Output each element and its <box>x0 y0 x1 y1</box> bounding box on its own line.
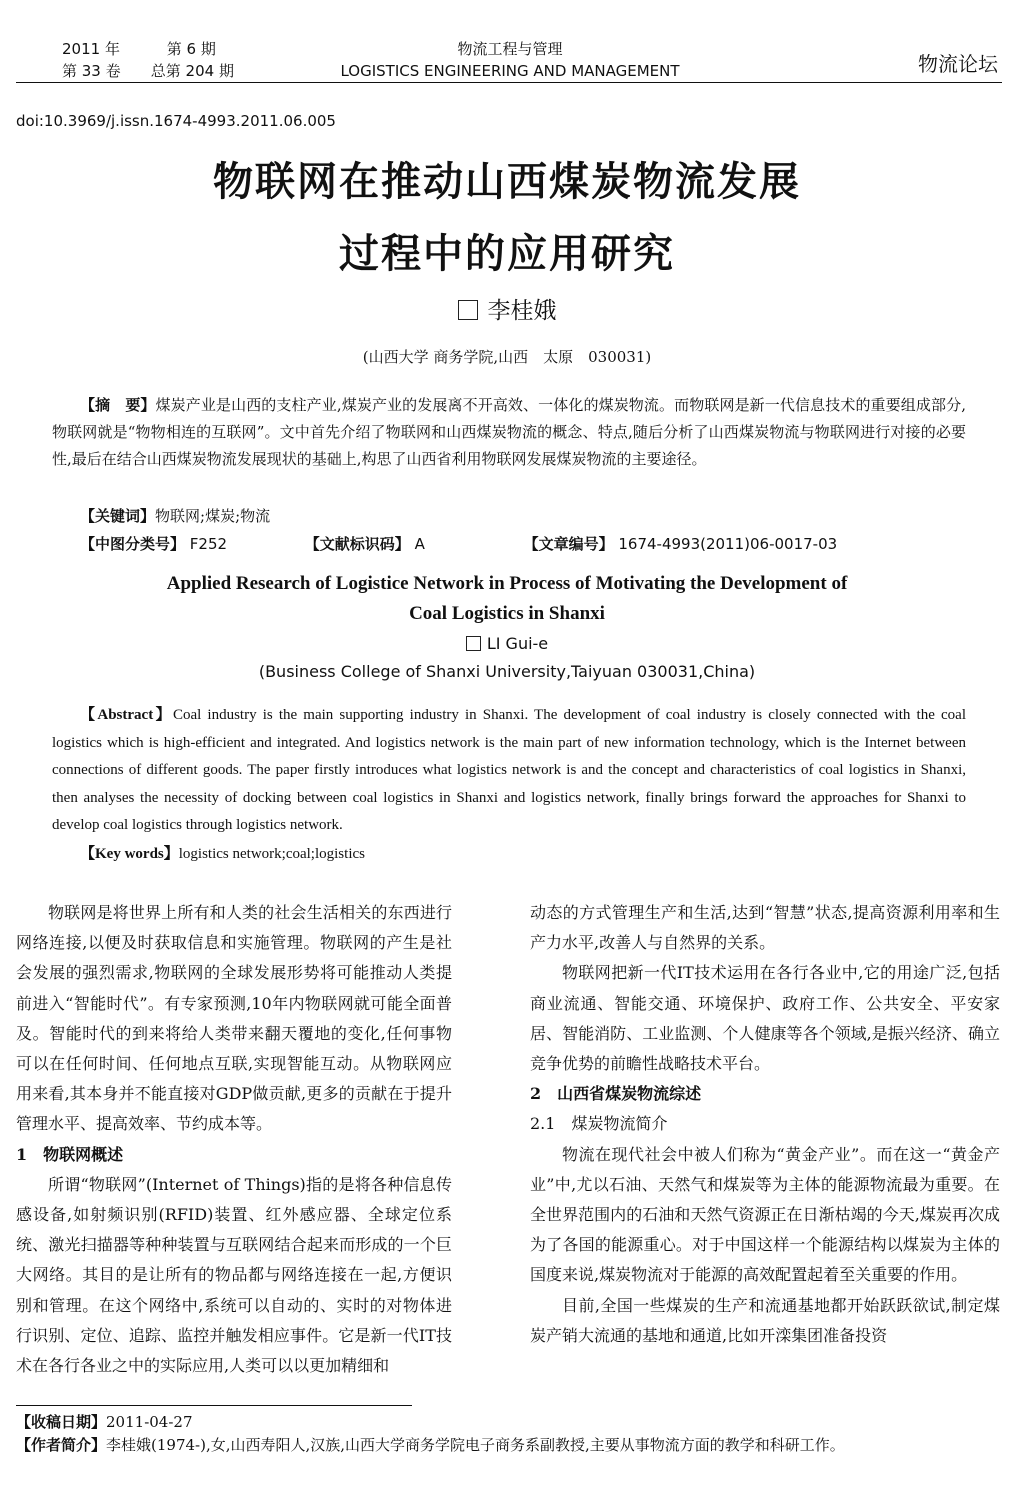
body-paragraph: 物流在现代社会中被人们称为“黄金产业”。而在这一“黄金产业”中,尤以石油、天然气和煤炭等为主体的能源物流最为重要。在全世界范围内的石油和天然气资源正在日渐枯竭的今天,煤炭再次成为了各国的能源重心。对于中国这样一个能源结构以煤炭为主体的国度来说,煤炭物流对于能源的高效配置起着至关重要的作用。 <box>530 1144 1000 1285</box>
author-box-icon <box>458 300 478 320</box>
bio-value: 李桂娥(1974-),女,山西寿阳人,汉族,山西大学商务学院电子商务系副教授,主要从事物流方面的教学和科研工作。 <box>106 1436 845 1454</box>
en-author-line <box>0 634 1014 653</box>
keywords-label: 【关键词】 <box>80 507 156 525</box>
issue-number: 第 6 期 <box>166 40 216 58</box>
en-keywords-label: 【Key words】 <box>80 846 179 862</box>
en-abstract-label: 【Abstract】 <box>80 707 173 723</box>
en-abstract-text: Coal industry is the main supporting industry in Shanxi. The development of coal industry is closely connected with the coal logistics which is high-efficient and integrated. And logistics network is the main part of new information technology, which is the Internet between connections of different goods. The paper firstly introduces what logistics network is and the concept and characteristics of coal logistics in Shanxi, then analyses the necessity of docking between coal logistics in Shanxi and logistics network, finally brings forward the approaches for Shanxi to develop coal logistics through logistics network. <box>52 707 966 833</box>
body-column-right <box>530 898 1000 1351</box>
article-no-label: 【文章编号】 <box>523 535 614 553</box>
journal-name-en: LOGISTICS ENGINEERING AND MANAGEMENT <box>340 62 680 80</box>
author-name: 李桂娥 <box>487 298 557 324</box>
footnote-rule <box>16 1405 412 1406</box>
keywords-text: 物联网;煤炭;物流 <box>155 507 271 525</box>
author-bio <box>16 1434 845 1455</box>
clc-label: 【中图分类号】 <box>80 535 186 553</box>
total-issue: 总第 204 期 <box>150 62 234 80</box>
en-title-line-2: Coal Logistics in Shanxi <box>409 603 605 624</box>
received-label: 【收稿日期】 <box>16 1413 107 1431</box>
en-title-line-1: Applied Research of Logistice Network in Process of Motivating the Development of <box>166 573 848 594</box>
subsection-heading-2-1: 2.1 煤炭物流简介 <box>530 1114 668 1134</box>
en-affiliation: (Business College of Shanxi University,Taiyuan 030031,China) <box>258 662 756 681</box>
header-rule <box>16 82 1002 83</box>
author-line <box>0 292 1014 325</box>
body-paragraph: 目前,全国一些煤炭的生产和流通基地都开始跃跃欲试,制定煤炭产销大流通的基地和通道,比如开滦集团准备投资 <box>530 1295 1000 1345</box>
issue-info <box>62 38 234 82</box>
journal-name <box>300 38 720 82</box>
en-author-name: LI Gui-e <box>486 634 549 653</box>
bio-label: 【作者简介】 <box>16 1436 107 1454</box>
title-line-1: 物联网在推动山西煤炭物流发展 <box>213 158 801 205</box>
clc-value: F252 <box>189 535 228 553</box>
section-heading-2: 2 山西省煤炭物流综述 <box>530 1084 702 1104</box>
body-column-left <box>16 898 452 1381</box>
title-line-2: 过程中的应用研究 <box>339 230 675 277</box>
doi: doi:10.3969/j.issn.1674-4993.2011.06.005 <box>16 112 336 130</box>
received-value: 2011-04-27 <box>106 1413 193 1431</box>
journal-name-cn: 物流工程与管理 <box>457 40 563 58</box>
abstract-text: 煤炭产业是山西的支柱产业,煤炭产业的发展离不开高效、一体化的煤炭物流。而物联网是新一代信息技术的重要组成部分,物联网就是“物物相连的互联网”。文中首先介绍了物联网和山西煤炭物流的概念、特点,随后分析了山西煤炭物流与物联网进行对接的必要性,最后在结合山西煤炭物流发展现状的基础上,构思了山西省利用物联网发展煤炭物流的主要途径。 <box>52 396 966 468</box>
body-paragraph: 所谓“物联网”(Internet of Things)指的是将各种信息传感设备,如射频识别(RFID)装置、红外感应器、全球定位系统、激光扫描器等种种装置与互联网结合起来而形成的一个巨大网络。其目的是让所有的物品都与网络连接在一起,方便识别和管理。在这个网络中,系统可以自动的、实时的对物体进行识别、定位、追踪、监控并触发相应事件。它是新一代IT技术在各行各业之中的实际应用,人类可以以更加精细和 <box>16 1174 452 1376</box>
abstract-cn <box>52 392 966 473</box>
abstract-en <box>52 702 966 840</box>
doc-code-value: A <box>414 535 425 553</box>
section-heading-1: 1 物联网概述 <box>16 1144 124 1164</box>
body-paragraph: 动态的方式管理生产和生活,达到“智慧”状态,提高资源利用率和生产力水平,改善人与自然界的关系。 <box>530 903 1000 953</box>
keywords-en <box>80 842 365 863</box>
en-author-box-icon <box>466 636 481 651</box>
volume: 第 33 卷 <box>62 62 121 80</box>
classification-row <box>80 533 980 554</box>
abstract-label: 【摘 要】 <box>80 396 156 414</box>
article-no-value: 1674-4993(2011)06-0017-03 <box>618 535 838 553</box>
body-paragraph: 物联网把新一代IT技术运用在各行各业中,它的用途广泛,包括商业流通、智能交通、环境保护、政府工作、公共安全、平安家居、智能消防、工业监测、个人健康等各个领域,是振兴经济、确立竞争优势的前瞻性战略技术平台。 <box>530 963 1000 1074</box>
received-date <box>16 1411 193 1432</box>
column-name: 物流论坛 <box>918 52 998 76</box>
keywords-cn <box>80 505 270 526</box>
affiliation: (山西大学 商务学院,山西 太原 030031) <box>362 348 652 366</box>
doc-code-label: 【文献标识码】 <box>304 535 410 553</box>
en-keywords-text: logistics network;coal;logistics <box>178 846 365 862</box>
year: 2011 年 <box>62 40 120 58</box>
body-paragraph: 物联网是将世界上所有和人类的社会生活相关的东西进行网络连接,以便及时获取信息和实施管理。物联网的产生是社会发展的强烈需求,物联网的全球发展形势将可能推动人类提前进入“智能时代”。有专家预测,10年内物联网就可能全面普及。智能时代的到来将给人类带来翻天覆地的变化,任何事物可以在任何时间、任何地点互联,实现智能互动。从物联网应用来看,其本身并不能直接对GDP做贡献,更多的贡献在于提升管理水平、提高效率、节约成本等。 <box>16 903 452 1134</box>
